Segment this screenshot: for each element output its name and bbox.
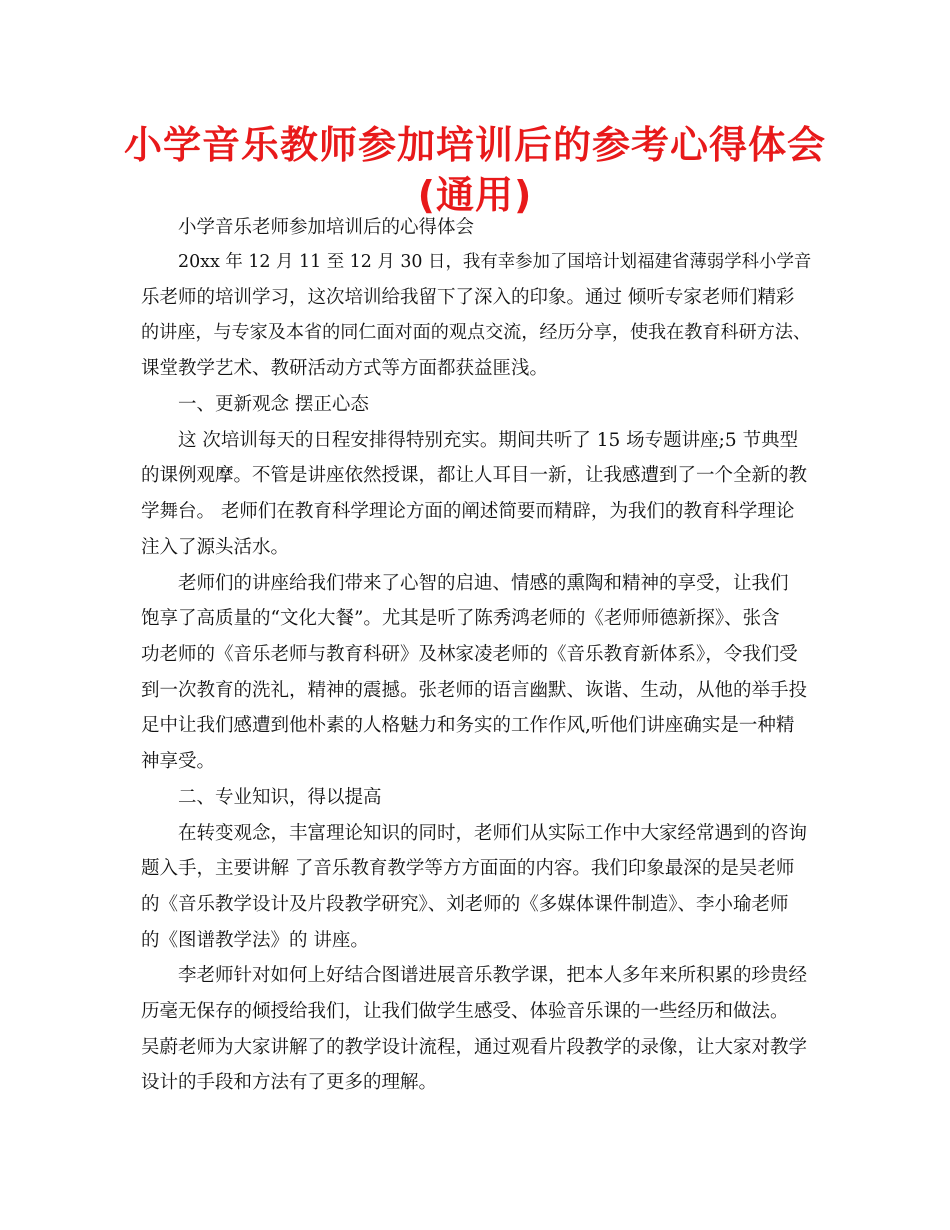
section-heading-2: 二、专业知识，得以提高: [178, 787, 382, 808]
text-line-24: 吴蔚老师为大家讲解了的教学设计流程，通过观看片段教学的录像，让大家对教学: [141, 1037, 808, 1058]
text-line-2: 20xx 年 12 月 11 至 12 月 30 日，我有幸参加了国培计划福建省薄弱学科小学音: [178, 252, 812, 272]
text-line-12: 饱享了高质量的“文化大餐”。尤其是听了陈秀鸿老师的《老师师德新探》、张含: [141, 608, 780, 629]
text-line-23: 历毫无保存的倾授给我们，让我们做学生感受、体验音乐课的一些经历和做法。: [141, 1001, 789, 1022]
text-line-18: 在转变观念，丰富理论知识的同时，老师们从实际工作中大家经常遇到的咨询: [178, 823, 808, 844]
section-heading-1: 一、更新观念 摆正心态: [178, 394, 369, 415]
document-title-line-1: 小学音乐教师参加培训后的参考心得体会: [123, 123, 826, 167]
text-line-3: 乐老师的培训学习，这次培训给我留下了深入的印象。通过 倾听专家老师们精彩: [141, 287, 795, 308]
text-line-7: 这 次培训每天的日程安排得特别充实。期间共听了 15 场专题讲座;5 节典型: [178, 430, 799, 451]
text-line-25: 设计的手段和方法有了更多的理解。: [141, 1072, 438, 1093]
text-line-11: 老师们的讲座给我们带来了心智的启迪、情感的熏陶和精神的享受，让我们: [178, 573, 789, 594]
text-line-5: 课堂教学艺术、教研活动方式等方面都获益匪浅。: [141, 358, 549, 379]
document-title-line-2: (通用): [417, 173, 533, 217]
text-line-20: 的《音乐教学设计及片段教学研究》、刘老师的《多媒体课件制造》、李小瑜老师: [141, 894, 789, 915]
text-line-15: 足中让我们感遭到他朴素的人格魅力和务实的工作作风,听他们讲座确实是一种精: [141, 715, 795, 736]
text-line-4: 的讲座，与专家及本省的同仁面对面的观点交流，经历分享，使我在教育科研方法、: [141, 322, 812, 343]
text-line-13: 功老师的《音乐老师与教育科研》及林家凌老师的《音乐教育新体系》，令我们受: [141, 644, 798, 665]
text-line-16: 神享受。: [141, 751, 216, 772]
text-line-10: 注入了源头活水。: [141, 537, 290, 558]
text-line-19: 题入手，主要讲解 了音乐教育教学等方方面面的内容。我们印象最深的是吴老师: [141, 858, 795, 879]
text-line-21: 的《图谱教学法》的 讲座。: [141, 930, 369, 951]
text-line-14: 到一次教育的洗礼，精神的震撼。张老师的语言幽默、诙谐、生动，从他的举手投: [141, 680, 808, 701]
text-line-8: 的课例观摩。不管是讲座依然授课，都让人耳目一新，让我感遭到了一个全新的教: [141, 465, 808, 486]
text-line-1: 小学音乐老师参加培训后的心得体会: [178, 217, 475, 238]
text-line-22: 李老师针对如何上好结合图谱进展音乐教学课，把本人多年来所积累的珍贵经: [178, 965, 808, 986]
text-line-9: 学舞台。 老师们在教育科学理论方面的阐述简要而精辟，为我们的教育科学理论: [141, 501, 795, 522]
